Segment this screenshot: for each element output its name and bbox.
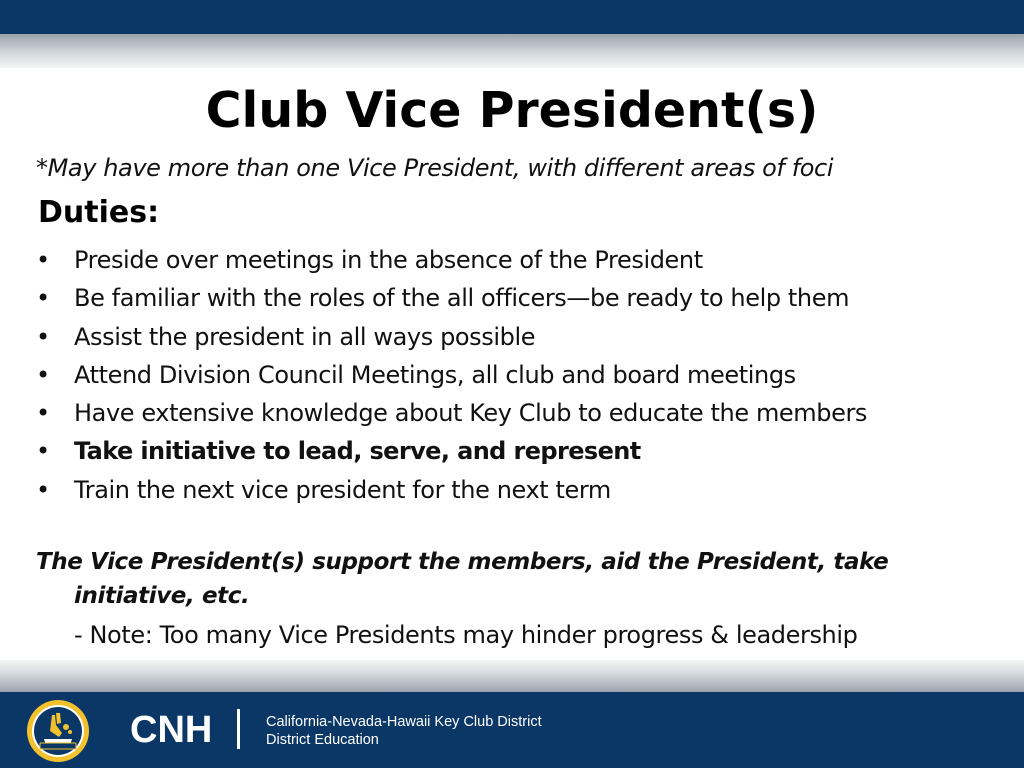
duty-item	[36, 434, 1006, 468]
bullet-icon: •	[36, 246, 50, 274]
bullet-icon: •	[36, 360, 50, 389]
district-name: California-Nevada-Hawaii Key Club District	[266, 714, 542, 730]
bullet-icon: •	[36, 475, 50, 504]
closing-line-2: initiative, etc.	[74, 583, 250, 609]
duty-text: Have extensive knowledge about Key Club to educate the members	[74, 399, 868, 428]
slide-title: Club Vice President(s)	[205, 82, 819, 139]
duty-item	[36, 396, 1006, 430]
top-gradient-band	[0, 34, 1024, 68]
bullet-icon: •	[36, 437, 50, 466]
bottom-gradient-band	[0, 660, 1024, 692]
duty-text: Preside over meetings in the absence of the President	[74, 246, 703, 274]
cnh-brand: CNH	[130, 709, 213, 751]
note-text: - Note: Too many Vice Presidents may hinder progress & leadership	[74, 621, 858, 649]
district-department: District Education	[266, 732, 379, 748]
bullet-icon: •	[36, 284, 50, 313]
duty-text: Attend Division Council Meetings, all club and board meetings	[74, 360, 796, 389]
key-club-seal-logo	[26, 699, 90, 763]
duty-item	[36, 243, 1006, 277]
duty-item	[36, 281, 1006, 315]
footer-divider	[237, 709, 240, 749]
duties-list	[36, 243, 1006, 511]
duty-text: Be familiar with the roles of the all officers—be ready to help them	[74, 284, 850, 313]
bullet-icon: •	[36, 399, 50, 428]
district-info	[266, 713, 542, 749]
duty-text: Assist the president in all ways possible	[74, 322, 536, 351]
duty-text: Train the next vice president for the next term	[74, 475, 611, 504]
duties-heading: Duties:	[38, 195, 160, 230]
closing-statement	[36, 545, 996, 613]
slide-subtitle: *May have more than one Vice President, with different areas of foci	[36, 154, 834, 182]
footer-bar	[0, 692, 1024, 768]
top-header-bar	[0, 0, 1024, 34]
duty-text: Take initiative to lead, serve, and represent	[74, 437, 641, 466]
duty-item	[36, 473, 1006, 507]
duty-item	[36, 320, 1006, 354]
bullet-icon: •	[36, 322, 50, 351]
duty-item	[36, 358, 1006, 392]
closing-line-1: The Vice President(s) support the members, aid the President, take	[36, 549, 889, 575]
